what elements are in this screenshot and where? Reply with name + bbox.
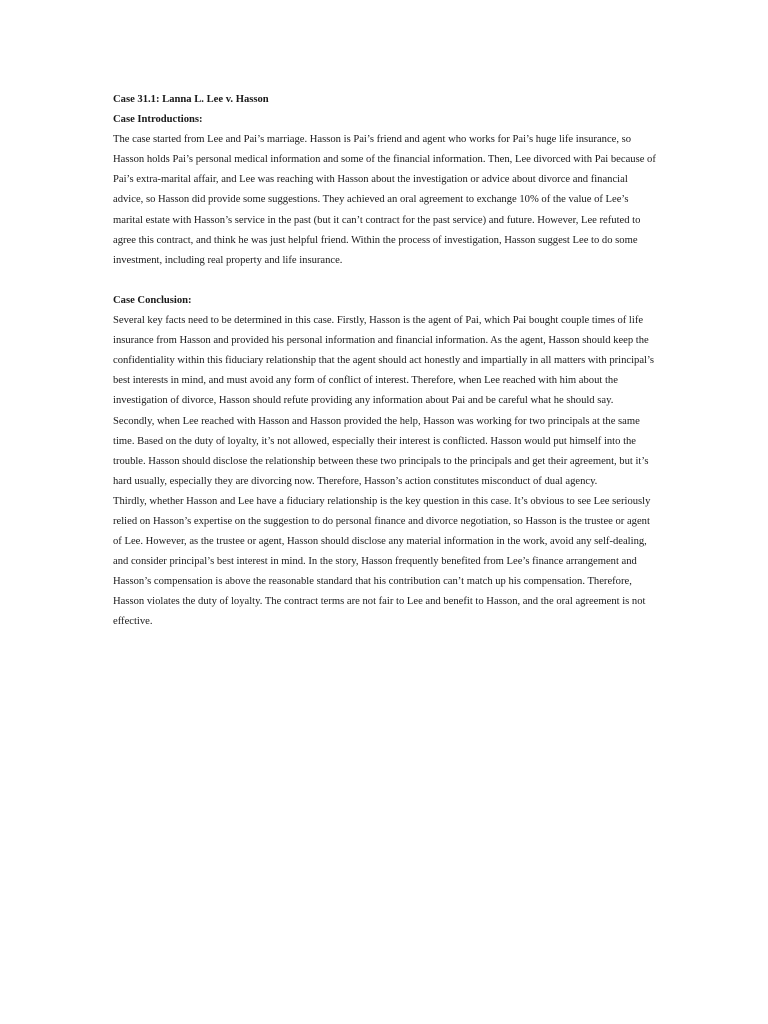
document-body	[113, 90, 657, 633]
intro-paragraph: The case started from Lee and Pai’s marriage. Hasson is Pai’s friend and agent who works for Pai’s huge life insurance, so Hasson holds Pai’s personal medical information and some of the financial information. Then, Lee divorced with Pai because of Pai’s extra-marital affair, and Lee was reaching with Hasson about the investigation or advice about divorce and financial advice, so Hasson did provide some suggestions. They achieved an oral agreement to exchange 10% of the value of Lee’s marital estate with Hasson’s service in the past (but it can’t contract for the past service) and future. However, Lee refuted to agree this contract, and think he was just helpful friend. Within the process of investigation, Hasson suggest Lee to do some investment, including real property and life insurance.	[113, 134, 656, 266]
intro-heading: Case Introductions:	[113, 114, 203, 126]
section-spacer	[113, 271, 657, 291]
conclusion-heading: Case Conclusion:	[113, 294, 192, 306]
conclusion-paragraph-1: Several key facts need to be determined in this case. Firstly, Hasson is the agent of Pai, which Pai bought couple times of life insurance from Hasson and provided his personal information and financial information. As the agent, Hasson should keep the confidentiality within this fiduciary relationship that the agent should act honestly and impartially in all matters with principal’s best interests in mind, and must avoid any form of conflict of interest. Therefore, when Lee reached with him about the investigation of divorce, Hasson should refute providing any information about Pai and be careful what he should say.	[113, 315, 655, 407]
conclusion-paragraph-2: Secondly, when Lee reached with Hasson and Hasson provided the help, Hasson was working for two principals at the same time. Based on the duty of loyalty, it’s not allowed, especially their interest is conflicted. Hasson would put himself into the trouble. Hasson should disclose the relationship between these two principals to the principals and get their agreement, but it’s hard usually, especially they are divorcing now. Therefore, Hasson’s action constitutes misconduct of dual agency.	[113, 415, 649, 487]
case-title: Case 31.1: Lanna L. Lee v. Hasson	[113, 94, 269, 105]
conclusion-paragraph-3: Thirdly, whether Hasson and Lee have a fiduciary relationship is the key question in this case. It’s obvious to see Lee seriously relied on Hasson’s expertise on the suggestion to do personal finance and divorce negotiation, so Hasson is the trustee or agent of Lee. However, as the trustee or agent, Hasson should disclose any material information in the work, avoid any self-dealing, and consider principal’s best interest in mind. In the story, Hasson frequently benefited from Lee’s finance arrangement and Hasson’s compensation is above the reasonable standard that his contribution can’t match up his compensation. Therefore, Hasson violates the duty of loyalty. The contract terms are not fair to Lee and benefit to Hasson, and the oral agreement is not effective.	[113, 495, 651, 628]
